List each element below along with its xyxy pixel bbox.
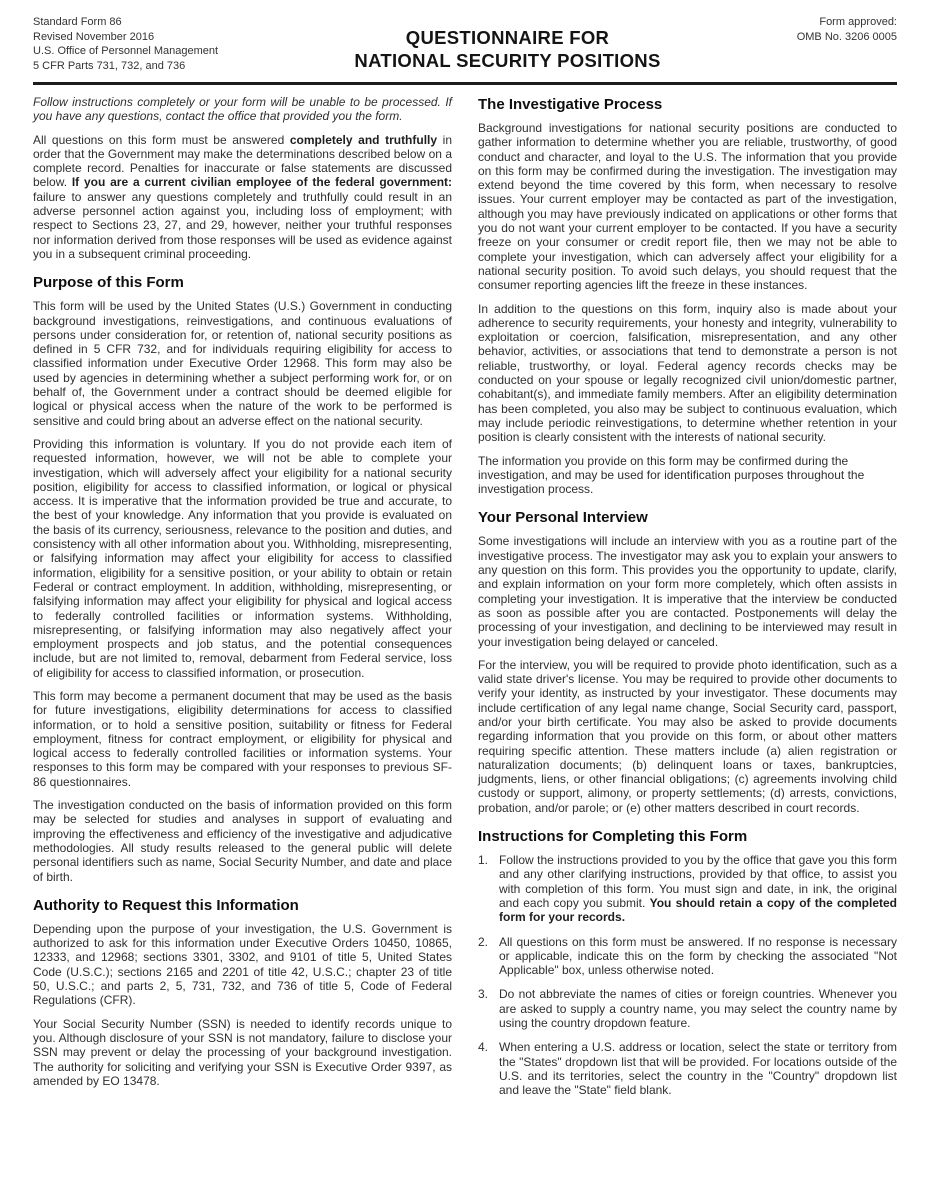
instruction-text-1-body: Follow the instructions provided to you by the office that gave you this form and any other clarifying instructions, provided by that office, to assist you with completion of this form. You must sign and date, in ink, the original and each copy you submit.: [499, 853, 897, 910]
left-column: [33, 95, 452, 1108]
investigative-paragraph-3: The information you provide on this form may be confirmed during the investigation, and may be used for identification purposes throughout the investigation process.: [478, 453, 865, 497]
form-agency: U.S. Office of Personnel Management: [33, 45, 219, 57]
answer-para-bold2: If you are a current civilian employee of the federal government:: [71, 175, 453, 190]
authority-heading: Authority to Request this Information: [33, 896, 299, 914]
investigative-paragraph-1: Background investigations for national security positions are conducted to gather information to determine whether you are reliable, trustworthy, of good conduct and character, and loyal to the U.S. The information that you provide on this form may be confirmed during the investigation. The investigation may extend beyond the time covered by this form, when necessary to resolve issues. Your current employer may be contacted as part of the investigation, although you may have previously indicated on applications or other forms that you do not want your current employer to be contacted. If you have a security freeze on your consumer or credit report file, then we may not be able to complete your investigation, which can adversely affect your eligibility for a national security position. To avoid such delays, you should request that the consumer reporting agencies lift the freeze in these instances.: [478, 121, 897, 293]
page-title-line1: QUESTIONNAIRE FOR: [405, 27, 610, 48]
answer-para-bold1: completely and truthfully: [289, 132, 438, 147]
instruction-number-4: 4.: [478, 1040, 489, 1055]
instruction-item-1: [478, 853, 897, 924]
purpose-paragraph-2: Providing this information is voluntary. If you do not provide each item of requested information, however, we will not be able to complete your investigation, which will adversely affect your eligibility for a national security position, eligibility for access to classified information, or logical or physical access. It is imperative that the information provided be true and accurate, to the best of your knowledge. Any information that you provide is evaluated on the basis of its currency, seriousness, relevance to the position and duties, and consistency with all other information about you. Withholding, misrepresenting, or falsifying information may affect your eligibility for access to classified information, eligibility for a sensitive position, or your ability to obtain or retain Federal or contract employment. In addition, withholding, misrepresenting, or falsifying information may affect your eligibility for physical and logical access to federally controlled facilities or information systems. Withholding, misrepresenting, or falsifying information may also negatively affect your employment prospects and job status, and the potential consequences include, but are not limited to, removal, debarment from Federal service, loss of eligibility for access to classified information, or prosecution.: [33, 436, 452, 680]
instruction-number-1: 1.: [478, 853, 489, 868]
purpose-paragraph-1: This form will be used by the United States (U.S.) Government in conducting background investigations, reinvestigations, and continuous evaluations of persons under consideration for, or retention of, national security positions as defined in 5 CFR 732, and for individuals requiring eligibility for access to classified information under Executive Order 12968. This form may also be used by agencies in determining whether a subject performing work for, or on behalf of, the Government under a contract should be deemed eligible for logical or physical access when the nature of the work to be performed is sensitive and could bring about an adverse effect on the national security.: [33, 299, 452, 428]
instruction-text-3-body: Do not abbreviate the names of cities or foreign countries. Whenever you are asked to supply a country name, you may select the country name by using the country dropdown feature.: [499, 987, 897, 1031]
form-approved-label: Form approved:: [819, 16, 897, 28]
instruction-text-2-body: All questions on this form must be answered. If no response is necessary or applicable, indicate this on the form by checking the associated "Not Applicable" box, unless otherwise noted.: [499, 934, 897, 978]
instruction-number-3: 3.: [478, 987, 489, 1002]
purpose-heading: Purpose of this Form: [33, 274, 184, 292]
instruction-text-1: [499, 853, 897, 924]
answer-para-seg3: failure to answer any questions completely and truthfully could result in an adverse personnel action against you, including loss of employment; with respect to Sections 23, 27, and 29, however, neither your truthful responses nor information derived from those responses will be used as evidence against you in a subsequent criminal proceeding.: [33, 189, 452, 261]
page-title: [283, 13, 732, 72]
investigative-paragraph-2: In addition to the questions on this form, inquiry also is made about your adherence to security requirements, your honesty and integrity, vulnerability to exploitation or coercion, falsification, misrepresentation, and any other behavior, activities, or associations that tend to demonstrate a person is not reliable, trustworthy, or loyal. Federal agency records checks may be conducted on your spouse or legally recognized civil union/domestic partner, cohabitant(s), and immediate family members. After an eligibility determination has been completed, you also may be subject to continuous evaluation, which may include periodic reinvestigations, to determine whether retention in your position is clearly consistent with the interests of national security.: [478, 301, 897, 445]
instruction-number-2: 2.: [478, 934, 489, 949]
page-title-line2: NATIONAL SECURITY POSITIONS: [354, 50, 661, 71]
answer-truthfully-paragraph: [33, 133, 452, 262]
instruction-text-4-body: When entering a U.S. address or location, select the state or territory from the "States" dropdown list that will be provided. For locations outside of the U.S. and its territories, select the country in the "Country" dropdown list and leave the "State" field blank.: [499, 1040, 897, 1098]
interview-paragraph-2: For the interview, you will be required to provide photo identification, such as a valid state driver's license. You may be required to provide other documents to verify your identity, as instructed by your investigator. These documents may include certification of any legal name change, Social Security card, passport, and/or your birth certificate. You may also be asked to provide documents regarding information that you provide on this form, or about other matters requiring specific attention. These matters include (a) alien registration or naturalization documents; (b) delinquent loans or taxes, bankruptcies, judgments, liens, or other financial obligations; (c) agreements involving child custody or support, alimony, or property settlements; (d) arrests, convictions, probation, and/or parole; or (e) other matters described in court records.: [478, 657, 897, 815]
form-revision: Revised November 2016: [33, 30, 155, 43]
form-number: Standard Form 86: [33, 16, 122, 28]
content-columns: [33, 95, 897, 1108]
form-header: [33, 13, 897, 73]
instruction-item-4: [478, 1040, 897, 1097]
answer-para-seg2: in order that the Government may make the determinations described below on a complete record. Penalties for inaccurate or false statements are discussed below.: [33, 132, 452, 190]
form-id-block: [33, 13, 283, 73]
right-column: [478, 95, 897, 1108]
form-approval-block: [732, 13, 897, 44]
instructions-heading: Instructions for Completing this Form: [478, 828, 748, 846]
personal-interview-heading: Your Personal Interview: [478, 509, 648, 527]
authority-paragraph-2: Your Social Security Number (SSN) is needed to identify records unique to you. Although disclosure of your SSN is not mandatory, failure to disclose your SSN may prevent or delay the processing of your background investigation. The authority for soliciting and verifying your SSN is Executive Order 9397, as amended by EO 13478.: [33, 1016, 452, 1088]
instruction-text-3: [499, 987, 897, 1030]
instruction-text-1-bold: You should retain a copy of the completed form for your records.: [499, 895, 897, 925]
instruction-item-3: [478, 987, 897, 1030]
interview-paragraph-1: Some investigations will include an interview with you as a routine part of the investigative process. The investigator may ask you to explain your answers to any question on this form. This provides you the opportunity to update, clarify, and explain information on your form more completely, which often assists in completing your investigation. It is imperative that the interview be conducted as soon as possible after you are contacted. Postponements will delay the processing of your investigation, and declining to be interviewed may result in your investigation being delayed or canceled.: [478, 534, 897, 649]
purpose-paragraph-3: This form may become a permanent document that may be used as the basis for future investigations, eligibility determinations for access to classified information, or to hold a sensitive position, suitability or fitness for Federal employment, fitness for contract employment, or eligibility for physical and logical access to federally controlled facilities or information systems. Your responses to this form may be compared with your responses to previous SF-86 questionnaires.: [33, 688, 452, 789]
answer-para-seg1: All questions on this form must be answered: [33, 132, 290, 147]
purpose-paragraph-4: The investigation conducted on the basis of information provided on this form may be selected for studies and analyses in support of evaluating and improving the effectiveness and efficiency of the investigative and adjudicative methodologies. All study results released to the general public will delete personal identifiers such as name, Social Security Number, and date and place of birth.: [33, 798, 452, 884]
header-divider: [33, 82, 897, 85]
follow-instructions-notice: Follow instructions completely or your form will be unable to be processed. If you have any questions, contact the office that provided you the form.: [33, 95, 452, 124]
instruction-item-2: [478, 935, 897, 978]
authority-paragraph-1: Depending upon the purpose of your investigation, the U.S. Government is authorized to ask for this information under Executive Orders 10450, 10865, 12333, and 12968; sections 3301, 3302, and 9101 of title 5, United States Code (U.S.C.); sections 2165 and 2201 of title 42, U.S.C.; chapter 23 of title 50, U.S.C.; and parts 2, 5, 731, 732, and 736 of title 5, Code of Federal Regulations (CFR).: [33, 921, 452, 1008]
investigative-process-heading: The Investigative Process: [478, 96, 663, 113]
instruction-text-4: [499, 1040, 897, 1097]
form-cfr-parts: 5 CFR Parts 731, 732, and 736: [33, 59, 186, 72]
omb-number: OMB No. 3206 0005: [796, 30, 897, 43]
instruction-text-2: [499, 935, 897, 978]
